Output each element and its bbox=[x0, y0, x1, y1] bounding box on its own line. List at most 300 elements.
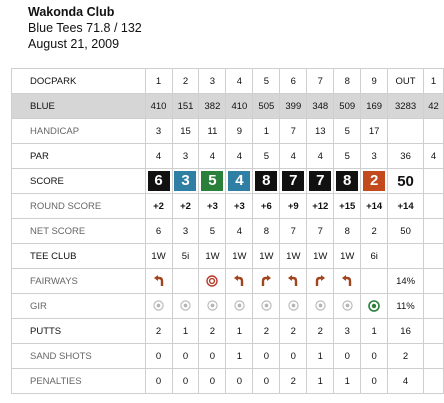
row-docpark bbox=[12, 69, 444, 94]
cell-value: 42 bbox=[428, 100, 439, 112]
cell-value: 50 bbox=[397, 172, 414, 190]
cell-value: 7 bbox=[317, 225, 323, 237]
cell bbox=[172, 369, 199, 394]
cell bbox=[253, 94, 280, 119]
cell-value: 9 bbox=[371, 75, 377, 87]
cell bbox=[226, 269, 253, 294]
circle-miss-icon bbox=[180, 301, 191, 312]
cell bbox=[388, 119, 424, 144]
cell-value: +14 bbox=[397, 200, 414, 212]
cell bbox=[145, 269, 172, 294]
cell-value: 3283 bbox=[395, 100, 417, 112]
row-putts bbox=[12, 319, 444, 344]
cell bbox=[307, 269, 334, 294]
row-fairways bbox=[12, 269, 444, 294]
cell bbox=[145, 194, 172, 219]
cell bbox=[388, 94, 424, 119]
cell bbox=[280, 169, 307, 194]
cell-value: 8 bbox=[344, 225, 350, 237]
cell bbox=[145, 119, 172, 144]
cell-value: 3 bbox=[344, 325, 350, 337]
cell-value: 4 bbox=[402, 375, 409, 387]
row-net-score bbox=[12, 219, 444, 244]
tee-info: Blue Tees 71.8 / 132 bbox=[28, 21, 142, 35]
cell bbox=[172, 119, 199, 144]
cell bbox=[307, 194, 334, 219]
arrow-right-icon bbox=[260, 276, 272, 287]
cell bbox=[334, 269, 361, 294]
cell bbox=[361, 119, 388, 144]
cell-value: 1 bbox=[317, 350, 323, 362]
cell-value: 1W bbox=[259, 250, 274, 262]
cell bbox=[424, 319, 444, 344]
row-handicap bbox=[12, 119, 444, 144]
row-blue bbox=[12, 94, 444, 119]
cell-value: 2 bbox=[371, 225, 377, 237]
cell-value: 6 bbox=[155, 225, 162, 237]
cell bbox=[280, 244, 307, 269]
cell-value: 2 bbox=[209, 325, 216, 337]
cell bbox=[280, 369, 307, 394]
score-box: 7 bbox=[282, 171, 304, 191]
cell bbox=[145, 219, 172, 244]
cell bbox=[424, 344, 444, 369]
cell-value: 0 bbox=[155, 375, 162, 387]
cell bbox=[388, 369, 424, 394]
cell bbox=[388, 144, 424, 169]
cell bbox=[199, 119, 226, 144]
arrow-left-icon bbox=[233, 276, 245, 287]
cell-value: 1W bbox=[232, 250, 247, 262]
cell-value: 4 bbox=[236, 150, 243, 162]
cell bbox=[361, 344, 388, 369]
cell bbox=[199, 269, 226, 294]
cell-value: +2 bbox=[180, 200, 191, 212]
score-box: 5 bbox=[201, 171, 223, 191]
cell bbox=[199, 244, 226, 269]
cell-value: 348 bbox=[312, 100, 329, 112]
cell bbox=[172, 294, 199, 319]
row-label: PUTTS bbox=[12, 319, 146, 344]
cell bbox=[334, 344, 361, 369]
cell bbox=[199, 169, 226, 194]
cell bbox=[199, 94, 226, 119]
cell-value: 5 bbox=[344, 150, 350, 162]
cell bbox=[172, 94, 199, 119]
cell bbox=[145, 244, 172, 269]
cell-value: 9 bbox=[236, 125, 243, 137]
cell-value: 1 bbox=[317, 375, 323, 387]
cell bbox=[226, 344, 253, 369]
cell bbox=[334, 169, 361, 194]
cell bbox=[361, 369, 388, 394]
scorecard-table bbox=[11, 68, 444, 394]
cell-value: 6 bbox=[290, 75, 296, 87]
cell-value: 1 bbox=[344, 375, 350, 387]
cell bbox=[307, 294, 334, 319]
cell-value: +3 bbox=[233, 200, 245, 212]
cell bbox=[253, 369, 280, 394]
row-label: NET SCORE bbox=[12, 219, 146, 244]
cell bbox=[253, 269, 280, 294]
cell bbox=[361, 144, 388, 169]
cell bbox=[280, 69, 307, 94]
cell bbox=[280, 119, 307, 144]
cell bbox=[172, 169, 199, 194]
cell bbox=[307, 144, 334, 169]
cell bbox=[199, 144, 226, 169]
cell-value: 4 bbox=[317, 150, 323, 162]
cell bbox=[361, 194, 388, 219]
cell bbox=[388, 69, 424, 94]
cell bbox=[361, 94, 388, 119]
cell-value: 5 bbox=[209, 225, 216, 237]
cell bbox=[361, 219, 388, 244]
cell-value: 14% bbox=[396, 275, 416, 287]
cell-value: 2 bbox=[182, 75, 189, 87]
score-box: 4 bbox=[228, 171, 250, 191]
cell-value: 0 bbox=[236, 375, 243, 387]
row-par bbox=[12, 144, 444, 169]
cell-value: +2 bbox=[153, 200, 164, 212]
cell-value: 1 bbox=[236, 325, 243, 337]
cell bbox=[361, 319, 388, 344]
cell bbox=[145, 369, 172, 394]
cell-value: 16 bbox=[400, 325, 411, 337]
cell-value: 6i bbox=[370, 250, 378, 262]
row-label: BLUE bbox=[12, 94, 146, 119]
cell-value: 399 bbox=[285, 100, 302, 112]
cell bbox=[253, 144, 280, 169]
cell-value: 410 bbox=[150, 100, 167, 112]
cell bbox=[199, 344, 226, 369]
cell bbox=[253, 344, 280, 369]
cell bbox=[226, 244, 253, 269]
cell bbox=[253, 69, 280, 94]
cell-value: 3 bbox=[182, 150, 189, 162]
cell-value: 50 bbox=[400, 225, 411, 237]
cell-value: 2 bbox=[290, 325, 296, 337]
cell-value: 2 bbox=[263, 325, 269, 337]
row-label: SCORE bbox=[12, 169, 146, 194]
cell-value: +12 bbox=[312, 200, 329, 212]
cell-value: 505 bbox=[258, 100, 275, 112]
arrow-left-icon bbox=[341, 276, 353, 287]
target-hit-icon bbox=[206, 276, 218, 287]
cell-value: 4 bbox=[155, 150, 162, 162]
card-header bbox=[28, 4, 142, 52]
cell-value: 1 bbox=[371, 325, 377, 337]
cell-value: 5i bbox=[181, 250, 190, 262]
row-score bbox=[12, 169, 444, 194]
cell-value: 5 bbox=[263, 75, 269, 87]
cell bbox=[145, 69, 172, 94]
cell-value: 7 bbox=[290, 225, 296, 237]
cell bbox=[280, 94, 307, 119]
cell bbox=[424, 169, 444, 194]
cell bbox=[424, 94, 444, 119]
cell bbox=[145, 319, 172, 344]
cell bbox=[172, 69, 199, 94]
row-sand-shots bbox=[12, 344, 444, 369]
cell bbox=[361, 69, 388, 94]
cell-value: 509 bbox=[339, 100, 356, 112]
cell bbox=[388, 344, 424, 369]
cell bbox=[280, 219, 307, 244]
score-box: 8 bbox=[255, 171, 277, 191]
cell bbox=[199, 319, 226, 344]
cell bbox=[361, 294, 388, 319]
circle-miss-icon bbox=[207, 301, 218, 312]
club-name: Wakonda Club bbox=[28, 5, 115, 19]
cell-value: 13 bbox=[314, 125, 326, 137]
cell-value: 0 bbox=[209, 375, 216, 387]
cell-value: +14 bbox=[366, 200, 383, 212]
circle-miss-icon bbox=[342, 301, 353, 312]
cell-value: 0 bbox=[263, 350, 269, 362]
cell bbox=[307, 244, 334, 269]
cell bbox=[307, 344, 334, 369]
row-label: ROUND SCORE bbox=[12, 194, 146, 219]
cell bbox=[334, 244, 361, 269]
cell bbox=[226, 144, 253, 169]
cell bbox=[280, 194, 307, 219]
cell bbox=[199, 219, 226, 244]
cell bbox=[424, 194, 444, 219]
cell-value: 2 bbox=[317, 325, 323, 337]
cell bbox=[307, 319, 334, 344]
cell-value: 7 bbox=[317, 75, 323, 87]
cell-value: +15 bbox=[339, 200, 356, 212]
cell-value: 4 bbox=[236, 75, 243, 87]
cell bbox=[334, 369, 361, 394]
cell bbox=[145, 294, 172, 319]
row-label: HANDICAP bbox=[12, 119, 146, 144]
cell bbox=[424, 219, 444, 244]
cell bbox=[334, 319, 361, 344]
circle-miss-icon bbox=[261, 301, 272, 312]
cell bbox=[388, 269, 424, 294]
cell bbox=[145, 344, 172, 369]
cell bbox=[424, 269, 444, 294]
cell bbox=[280, 344, 307, 369]
cell-value: 3 bbox=[209, 75, 216, 87]
cell bbox=[334, 194, 361, 219]
cell bbox=[172, 344, 199, 369]
cell bbox=[253, 294, 280, 319]
cell-value: 3 bbox=[182, 225, 189, 237]
cell-value: 0 bbox=[290, 350, 296, 362]
cell bbox=[226, 319, 253, 344]
cell-value: 151 bbox=[177, 100, 194, 112]
cell-value: 0 bbox=[344, 350, 350, 362]
cell-value: 0 bbox=[155, 350, 162, 362]
row-label: PENALTIES bbox=[12, 369, 146, 394]
cell bbox=[424, 144, 444, 169]
cell bbox=[388, 294, 424, 319]
cell-value: 17 bbox=[368, 125, 380, 137]
score-box: 2 bbox=[363, 171, 385, 191]
cell-value: OUT bbox=[395, 75, 416, 87]
cell bbox=[388, 319, 424, 344]
circle-miss-icon bbox=[234, 301, 245, 312]
arrow-right-icon bbox=[314, 276, 326, 287]
circle-miss-icon bbox=[153, 301, 164, 312]
cell-value: 11 bbox=[207, 125, 218, 137]
cell-value: 410 bbox=[231, 100, 248, 112]
cell bbox=[388, 169, 424, 194]
cell bbox=[145, 144, 172, 169]
row-gir bbox=[12, 294, 444, 319]
cell bbox=[388, 194, 424, 219]
score-box: 6 bbox=[148, 171, 170, 191]
row-label: DOCPARK bbox=[12, 69, 146, 94]
circle-miss-icon bbox=[288, 301, 299, 312]
cell bbox=[388, 219, 424, 244]
cell bbox=[226, 194, 253, 219]
cell bbox=[199, 69, 226, 94]
cell bbox=[145, 94, 172, 119]
cell bbox=[172, 219, 199, 244]
cell bbox=[172, 269, 199, 294]
cell-value: 2 bbox=[290, 375, 296, 387]
cell bbox=[253, 194, 280, 219]
row-label: SAND SHOTS bbox=[12, 344, 146, 369]
row-label: PAR bbox=[12, 144, 146, 169]
cell-value: 4 bbox=[430, 150, 437, 162]
cell-value: 8 bbox=[344, 75, 350, 87]
cell bbox=[424, 294, 444, 319]
cell-value: 8 bbox=[263, 225, 269, 237]
cell-value: 0 bbox=[263, 375, 269, 387]
cell-value: 3 bbox=[155, 125, 162, 137]
cell bbox=[226, 169, 253, 194]
cell bbox=[361, 244, 388, 269]
cell bbox=[334, 119, 361, 144]
cell-value: +3 bbox=[207, 200, 218, 212]
cell bbox=[334, 69, 361, 94]
circle-hit-icon bbox=[368, 301, 380, 312]
cell bbox=[280, 144, 307, 169]
cell-value: 36 bbox=[400, 150, 411, 162]
arrow-left-icon bbox=[287, 276, 299, 287]
score-box: 3 bbox=[174, 171, 196, 191]
cell bbox=[334, 94, 361, 119]
cell-value: 5 bbox=[344, 125, 350, 137]
cell-value: 4 bbox=[209, 150, 216, 162]
cell-value: 0 bbox=[209, 350, 216, 362]
row-penalties bbox=[12, 369, 444, 394]
row-label: GIR bbox=[12, 294, 146, 319]
cell bbox=[307, 219, 334, 244]
cell bbox=[253, 319, 280, 344]
cell bbox=[424, 369, 444, 394]
cell bbox=[361, 269, 388, 294]
cell-value: 1 bbox=[182, 325, 189, 337]
cell bbox=[199, 294, 226, 319]
cell-value: 1W bbox=[151, 250, 166, 262]
score-box: 7 bbox=[309, 171, 331, 191]
cell-value: +9 bbox=[287, 200, 299, 212]
cell-value: 5 bbox=[263, 150, 269, 162]
cell bbox=[253, 219, 280, 244]
cell bbox=[172, 319, 199, 344]
row-label: TEE CLUB bbox=[12, 244, 146, 269]
cell-value: 0 bbox=[182, 350, 189, 362]
cell-value: 0 bbox=[182, 375, 189, 387]
cell-value: 7 bbox=[290, 125, 296, 137]
cell bbox=[226, 94, 253, 119]
cell bbox=[226, 294, 253, 319]
cell-value: 1W bbox=[286, 250, 301, 262]
cell bbox=[253, 119, 280, 144]
cell bbox=[334, 219, 361, 244]
cell bbox=[226, 119, 253, 144]
cell-value: 382 bbox=[204, 100, 221, 112]
cell-value: 3 bbox=[371, 150, 377, 162]
cell bbox=[307, 169, 334, 194]
cell bbox=[226, 69, 253, 94]
cell bbox=[226, 219, 253, 244]
cell-value: 4 bbox=[290, 150, 296, 162]
cell-value: 15 bbox=[180, 125, 191, 137]
cell bbox=[361, 169, 388, 194]
cell-value: 1 bbox=[263, 125, 269, 137]
cell-value: 11% bbox=[396, 300, 415, 312]
circle-miss-icon bbox=[315, 301, 326, 312]
cell-value: 1W bbox=[313, 250, 328, 262]
cell-value: 0 bbox=[371, 375, 377, 387]
cell bbox=[334, 294, 361, 319]
cell bbox=[307, 369, 334, 394]
cell-value: 1W bbox=[205, 250, 220, 262]
cell-value: 1 bbox=[155, 75, 162, 87]
cell bbox=[307, 119, 334, 144]
cell bbox=[424, 69, 444, 94]
cell bbox=[199, 369, 226, 394]
cell-value: +6 bbox=[260, 200, 272, 212]
cell bbox=[424, 244, 444, 269]
row-tee-club bbox=[12, 244, 444, 269]
cell-value: 2 bbox=[155, 325, 162, 337]
cell-value: 169 bbox=[366, 100, 383, 112]
cell bbox=[280, 319, 307, 344]
cell bbox=[280, 294, 307, 319]
cell bbox=[388, 244, 424, 269]
cell-value: 1 bbox=[236, 350, 243, 362]
cell bbox=[307, 69, 334, 94]
cell bbox=[253, 244, 280, 269]
round-date: August 21, 2009 bbox=[28, 37, 120, 51]
cell-value: 2 bbox=[402, 350, 409, 362]
cell bbox=[424, 119, 444, 144]
row-round-score bbox=[12, 194, 444, 219]
cell bbox=[172, 244, 199, 269]
cell bbox=[172, 144, 199, 169]
cell bbox=[334, 144, 361, 169]
cell bbox=[253, 169, 280, 194]
cell-value: 1W bbox=[340, 250, 355, 262]
cell bbox=[280, 269, 307, 294]
row-label: FAIRWAYS bbox=[12, 269, 146, 294]
score-box: 8 bbox=[336, 171, 358, 191]
cell-value: 0 bbox=[371, 350, 377, 362]
cell bbox=[226, 369, 253, 394]
cell bbox=[145, 169, 172, 194]
cell bbox=[172, 194, 199, 219]
cell bbox=[307, 94, 334, 119]
cell-value: 4 bbox=[236, 225, 243, 237]
